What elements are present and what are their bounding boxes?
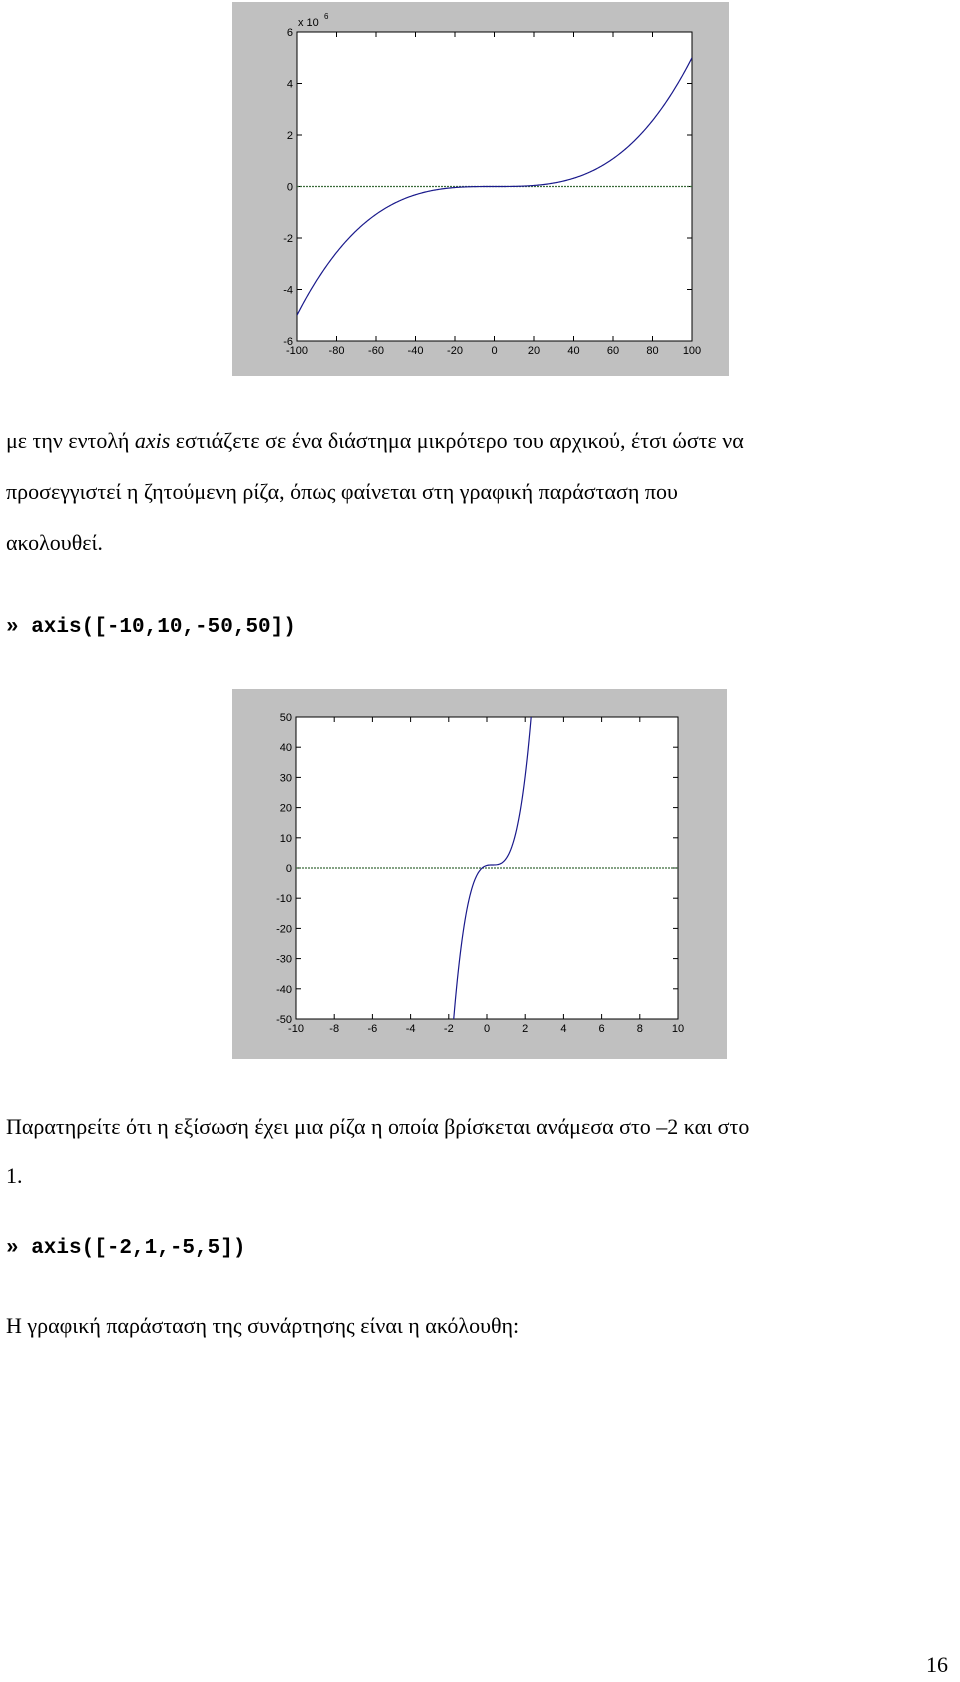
y-exponent-label: x 10 (298, 17, 319, 29)
figure-2-plot (232, 689, 727, 1059)
x-tick-label-1: 60 (606, 345, 620, 357)
x-tick-label-2: 2 (522, 1023, 529, 1035)
x-tick-label-2: 6 (598, 1023, 605, 1035)
figure-1-plot (232, 2, 729, 376)
x-tick-label-1: 0 (491, 345, 498, 357)
x-tick-label-2: -8 (329, 1023, 340, 1035)
x-tick-label-2: 4 (560, 1023, 567, 1035)
x-tick-label-1: -20 (447, 345, 463, 357)
x-tick-label-2: 8 (636, 1023, 643, 1035)
x-tick-label-1: -100 (285, 345, 309, 357)
x-tick-label-2: -4 (405, 1023, 416, 1035)
paragraph-2-line-2: 1. (6, 1163, 23, 1188)
y-tick-label-2: 30 (279, 772, 292, 785)
paragraph-1-line-1: με την εντολή axis εστιάζετε σε ένα διάστημα μικρότερο του αρχικού, έτσι ώστε να (6, 428, 744, 453)
y-tick-label-1: -4 (283, 284, 293, 297)
axis-keyword: axis (134, 428, 171, 453)
y-tick-label-1: 6 (286, 27, 293, 39)
y-tick-label-2: 10 (279, 832, 292, 845)
y-tick-label-2: -50 (276, 1014, 292, 1026)
y-tick-label-2: -40 (276, 983, 292, 996)
paragraph-2-line-1: Παρατηρείτε ότι η εξίσωση έχει μια ρίζα η οποία βρίσκεται ανάμεσα στο –2 και στο (6, 1114, 750, 1139)
y-tick-label-1: 2 (286, 130, 293, 142)
y-tick-label-2: -10 (276, 893, 292, 906)
y-exponent: 6 (324, 12, 329, 21)
y-tick-label-1: -6 (283, 336, 293, 348)
paragraph-3: Η γραφική παράσταση της συνάρτησης είναι η ακόλουθη: (6, 1313, 520, 1338)
x-tick-label-2: -6 (367, 1023, 378, 1035)
x-tick-label-1: 80 (646, 345, 659, 357)
figure-1 (232, 2, 729, 376)
x-tick-label-2: 10 (671, 1023, 685, 1035)
y-tick-label-2: 20 (279, 802, 292, 815)
x-tick-label-1: 20 (527, 345, 541, 357)
y-tick-label-2: 40 (279, 742, 292, 755)
x-tick-label-1: 40 (567, 345, 580, 357)
y-tick-label-2: -20 (276, 923, 292, 936)
x-tick-label-2: -2 (443, 1023, 454, 1035)
x-tick-label-1: -60 (368, 345, 384, 357)
command-1: » axis([-10,10,-50,50]) (6, 616, 296, 639)
y-tick-label-2: 50 (279, 712, 292, 724)
command-2: » axis([-2,1,-5,5]) (6, 1237, 246, 1260)
paragraph-1-line-3: ακολουθεί. (6, 530, 103, 555)
page-number: 16 (926, 1652, 948, 1677)
x-tick-label-2: -10 (288, 1023, 304, 1035)
y-tick-label-1: -2 (283, 233, 293, 245)
y-tick-label-2: -30 (276, 953, 292, 966)
y-tick-label-1: 4 (286, 78, 293, 91)
y-tick-label-2: 0 (285, 863, 292, 875)
x-tick-label-2: 0 (483, 1023, 491, 1035)
figure-2 (232, 689, 727, 1059)
x-tick-label-1: 100 (682, 345, 702, 357)
paragraph-1-line-2: προσεγγιστεί η ζητούμενη ρίζα, όπως φαίνεται στη γραφική παράσταση που (6, 479, 678, 504)
x-tick-label-1: -80 (328, 345, 345, 357)
x-tick-label-1: -40 (407, 345, 424, 357)
y-tick-label-1: 0 (286, 181, 293, 194)
